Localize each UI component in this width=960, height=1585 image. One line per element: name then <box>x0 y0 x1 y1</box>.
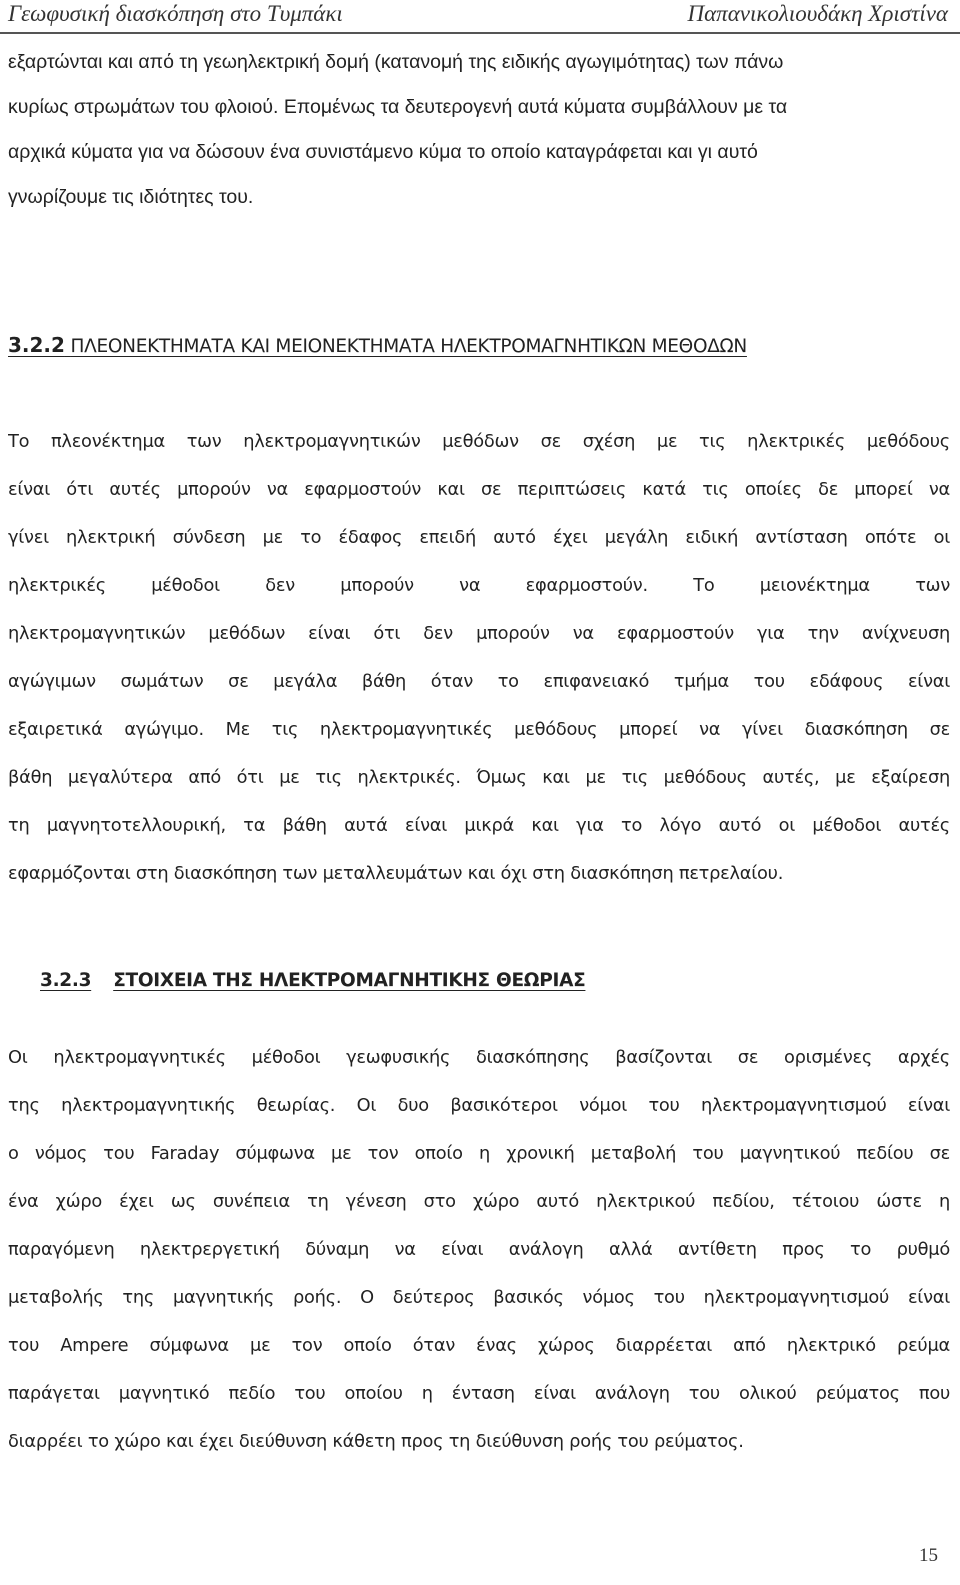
text-line: εξαρτώνται και από τη γεωηλεκτρική δομή (κατανομή της ειδικής αγωγιμότητας) των πάνω <box>8 51 784 73</box>
intro-paragraph <box>8 40 948 220</box>
text-line: του Ampere σύμφωνα με τον οποίο όταν ένας χώρος διαρρέεται από ηλεκτρικό ρεύμα <box>8 1335 950 1356</box>
text-line: είναι ότι αυτές μπορούν να εφαρμοστούν και σε περιπτώσεις κατά τις οποίες δε μπορεί να <box>8 479 950 500</box>
text-line: αγώγιμων σωμάτων σε μεγάλα βάθη όταν το επιφανειακό τμήμα του εδάφους είναι <box>8 671 950 692</box>
section-number: 3.2.2 <box>8 333 65 357</box>
text-line: Οι ηλεκτρομαγνητικές μέθοδοι γεωφυσικής διασκόπησης βασίζονται σε ορισμένες αρχές <box>8 1047 950 1068</box>
section-heading-3-2-3 <box>40 970 585 991</box>
page-header <box>0 0 960 30</box>
text-line: διαρρέει το χώρο και έχει διεύθυνση κάθετη προς τη διεύθυνση ροής του ρεύματος. <box>8 1431 744 1452</box>
section-title: ΠΛΕΟΝΕΚΤΗΜΑΤΑ ΚΑΙ ΜΕΙΟΝΕΚΤΗΜΑΤΑ ΗΛΕΚΤΡΟΜΑΓΝΗΤΙΚΩΝ ΜΕΘΟΔΩΝ <box>70 336 747 357</box>
text-line: μεταβολής της μαγνητικής ροής. Ο δεύτερος βασικός νόμος του ηλεκτρομαγνητισμού είναι <box>8 1287 950 1308</box>
text-line: εφαρμόζονται στη διασκόπηση των μεταλλευμάτων και όχι στη διασκόπηση πετρελαίου. <box>8 863 784 884</box>
text-line: παραγόμενη ηλεκτρεργετική δύναμη να είναι ανάλογη αλλά αντίθετη προς το ρυθμό <box>8 1239 950 1260</box>
text-line: εξαιρετικά αγώγιμο. Με τις ηλεκτρομαγνητικές μεθόδους μπορεί να γίνει διασκόπηση σε <box>8 719 950 740</box>
page-number: 15 <box>919 1545 938 1566</box>
text-line: τη μαγνητοτελλουρική, τα βάθη αυτά είναι μικρά και για το λόγο αυτό οι μέθοδοι αυτές <box>8 815 950 836</box>
section-number: 3.2.3 <box>40 970 92 991</box>
section-3-2-3-paragraph <box>8 1034 950 1466</box>
text-line: ηλεκτρομαγνητικών μεθόδων είναι ότι δεν μπορούν να εφαρμοστούν για την ανίχνευση <box>8 623 950 644</box>
text-line: της ηλεκτρομαγνητικής θεωρίας. Οι δυο βασικότεροι νόμοι του ηλεκτρομαγνητισμού είναι <box>8 1095 950 1116</box>
text-line: βάθη μεγαλύτερα από ότι με τις ηλεκτρικές. Όμως και με τις μεθόδους αυτές, με εξαίρεση <box>8 767 950 788</box>
text-line: ο νόμος του Faraday σύμφωνα με τον οποίο η χρονική μεταβολή του μαγνητικού πεδίου σε <box>8 1143 950 1164</box>
text-line: γνωρίζουμε τις ιδιότητες του. <box>8 186 254 208</box>
section-heading-3-2-2 <box>8 333 747 357</box>
header-rule <box>0 32 960 34</box>
section-3-2-2-paragraph <box>8 418 950 898</box>
text-line: γίνει ηλεκτρική σύνδεση με το έδαφος επειδή αυτό έχει μεγάλη ειδική αντίσταση οπότε οι <box>8 527 950 548</box>
text-line: ένα χώρο έχει ως συνέπεια τη γένεση στο χώρο αυτό ηλεκτρικού πεδίου, τέτοιου ώστε η <box>8 1191 950 1212</box>
text-line: κυρίως στρωμάτων του φλοιού. Επομένως τα δευτερογενή αυτά κύματα συμβάλλουν με τα <box>8 96 788 118</box>
text-line: ηλεκτρικές μέθοδοι δεν μπορούν να εφαρμοστούν. Το μειονέκτημα των <box>8 575 950 596</box>
text-line: αρχικά κύματα για να δώσουν ένα συνιστάμενο κύμα το οποίο καταγράφεται και γι αυτό <box>8 141 758 163</box>
text-line: Το πλεονέκτημα των ηλεκτρομαγνητικών μεθόδων σε σχέση με τις ηλεκτρικές μεθόδους <box>8 431 950 452</box>
header-author: Παπανικολιουδάκη Χριστίνα <box>687 1 948 26</box>
text-line: παράγεται μαγνητικό πεδίο του οποίου η ένταση είναι ανάλογη του ολικού ρεύματος που <box>8 1383 950 1404</box>
header-document-title: Γεωφυσική διασκόπηση στο Τυμπάκι <box>8 1 343 26</box>
section-title: ΣΤΟΙΧΕΙΑ ΤΗΣ ΗΛΕΚΤΡΟΜΑΓΝΗΤΙΚΗΣ ΘΕΩΡΙΑΣ <box>113 970 586 991</box>
